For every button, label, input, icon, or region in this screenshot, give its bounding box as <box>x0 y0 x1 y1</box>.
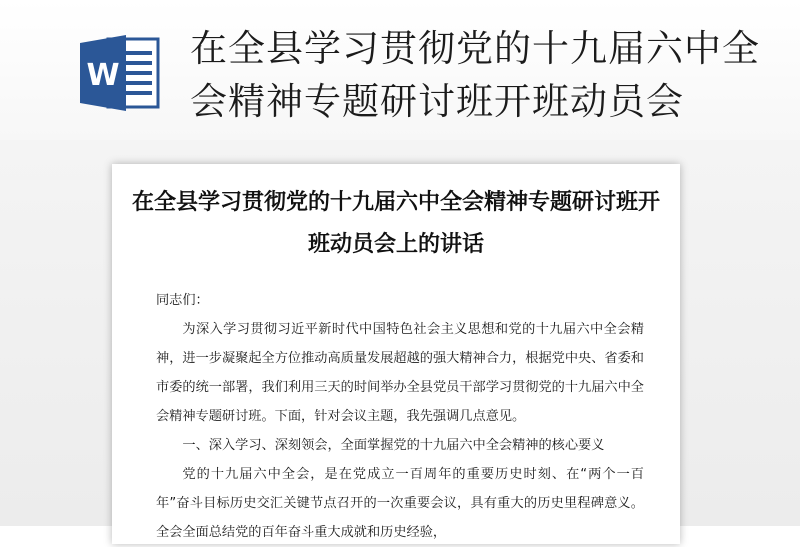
header-banner <box>0 0 800 140</box>
word-icon-letter: W <box>86 58 120 93</box>
header-title: 在全县学习贯彻党的十九届六中全会精神专题研讨班开班动员会 <box>190 27 760 123</box>
document-page <box>112 164 680 544</box>
section-heading: 一、深入学习、深刻领会，全面掌握党的十九届六中全会精神的核心要义 <box>182 438 605 453</box>
document-title: 在全县学习贯彻党的十九届六中全会精神专题研讨班开班动员会上的讲话 <box>132 190 661 257</box>
word-document-icon <box>80 33 162 113</box>
paragraph: 为深入学习贯彻习近平新时代中国特色社会主义思想和党的十九届六中全会精神，进一步凝聚起全方位推动高质量发展超越的强大精神合力，根据党中央、省委和市委的统一部署，我们利用三天的时间举办全县党员干部学习贯彻党的十九届六中全会精神专题研讨班。下面，针对会议主题，我先强调几点意见。 <box>156 322 644 424</box>
paragraph: 党的十九届六中全会，是在党成立一百周年的重要历史时刻、在“两个一百年”奋斗目标历史交汇关键节点召开的一次重要会议，具有重大的历史里程碑意义。全会全面总结党的百年奋斗重大成就和历史经验， <box>156 467 644 540</box>
greeting: 同志们： <box>156 293 209 308</box>
document-body <box>156 286 644 547</box>
